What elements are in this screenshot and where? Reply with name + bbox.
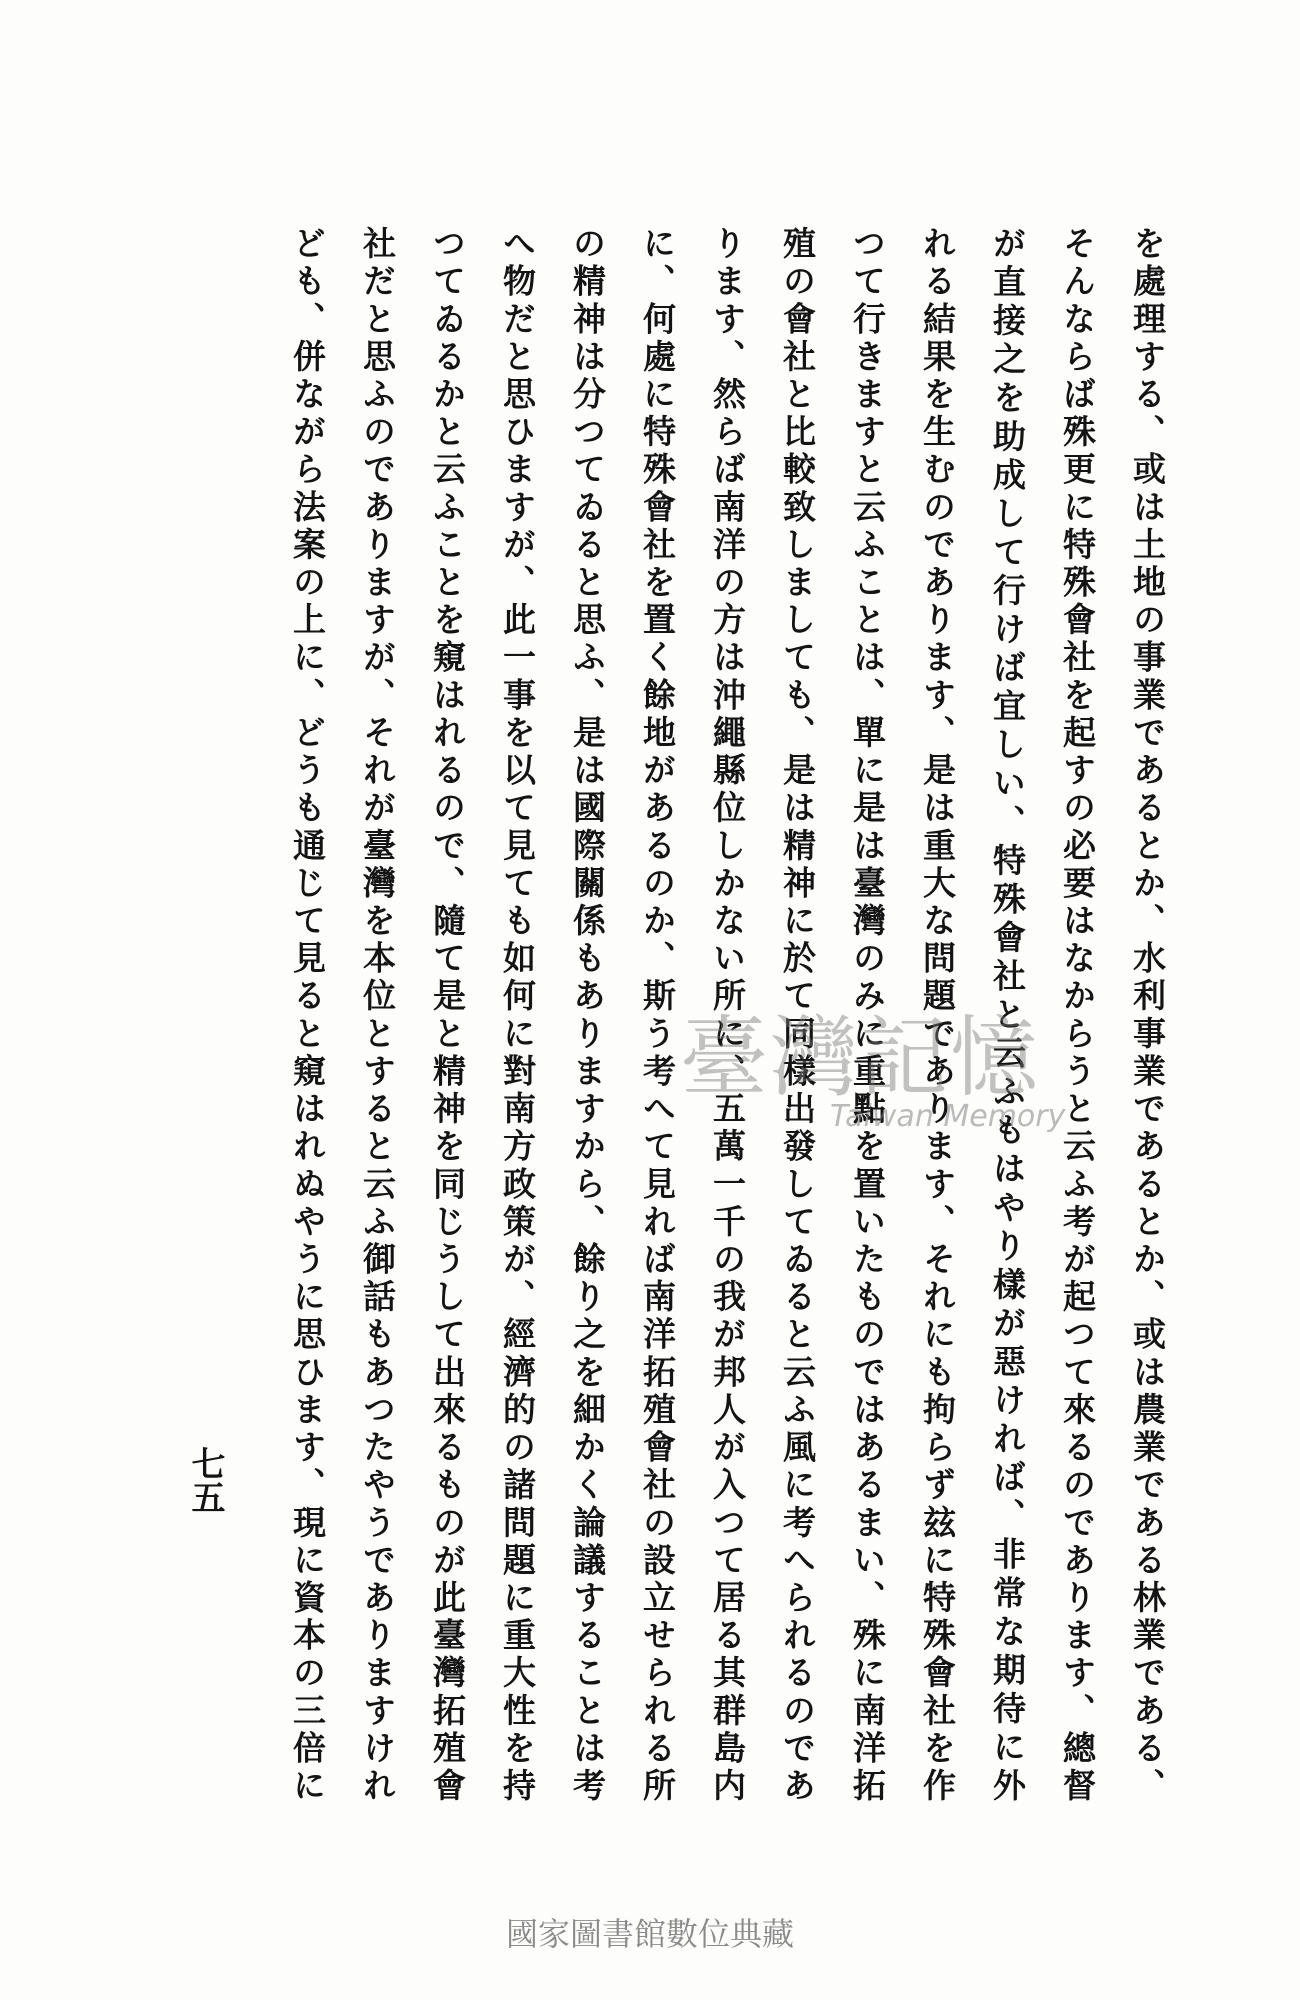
page-number: 七五: [185, 1446, 225, 1514]
text-column: そんならば殊更に特殊會社を起すの必要はなからうと云ふ考が起つて來るのであります、總督: [1058, 226, 1097, 1801]
footer-collection-label: 國家圖書館數位典藏: [505, 1915, 794, 1953]
watermark-subtitle: Taiwan Memory: [830, 1099, 1066, 1134]
body-text: [272, 226, 1182, 1801]
watermark-title: 臺灣記憶: [680, 1006, 1041, 1109]
text-column: 殖の會社と比較致しましても、是は精神に於て同樣出發してゐると云ふ風に考へられるのであ: [778, 226, 817, 1801]
text-column: れる結果を生むのであります、是は重大な問題であります、それにも拘らず玆に特殊會社を作: [918, 226, 957, 1801]
text-column: ども、併ながら法案の上に、どうも通じて見ると窺はれぬやうに思ひます、現に資本の三倍に: [288, 226, 327, 1801]
text-column: つてゐるかと云ふことを窺はれるので、隨て是と精神を同じうして出來るものが此臺灣拓殖會: [428, 226, 467, 1801]
text-column: つて行きますと云ふことは、單に是は臺灣のみに重點を置いたものではあるまい、殊に南洋拓: [848, 226, 887, 1801]
text-column: を處理する、或は土地の事業であるとか、水利事業であるとか、或は農業である林業である、: [1128, 226, 1167, 1801]
text-column: ります、然らば南洋の方は沖繩縣位しかない所に、五萬一千の我が邦人が入つて居る其群島内: [708, 226, 747, 1801]
text-column: へ物だと思ひますが、此一事を以て見ても如何に對南方政策が、經濟的の諸問題に重大性を持: [498, 226, 537, 1801]
text-column: 社だと思ふのでありますが、それが臺灣を本位とすると云ふ御話もあつたやうでありますけれ: [358, 226, 397, 1801]
text-column: に、何處に特殊會社を置く餘地があるのか、斯う考へて見れば南洋拓殖會社の設立せられる所: [638, 226, 677, 1801]
text-column: が直接之を助成して行けば宜しい、特殊會社と云ふもはやり樣が惡ければ、非常な期待に外: [988, 226, 1027, 1801]
text-column: の精神は分つてゐると思ふ、是は國際關係もありますから、餘り之を細かく論議することは考: [568, 226, 607, 1801]
